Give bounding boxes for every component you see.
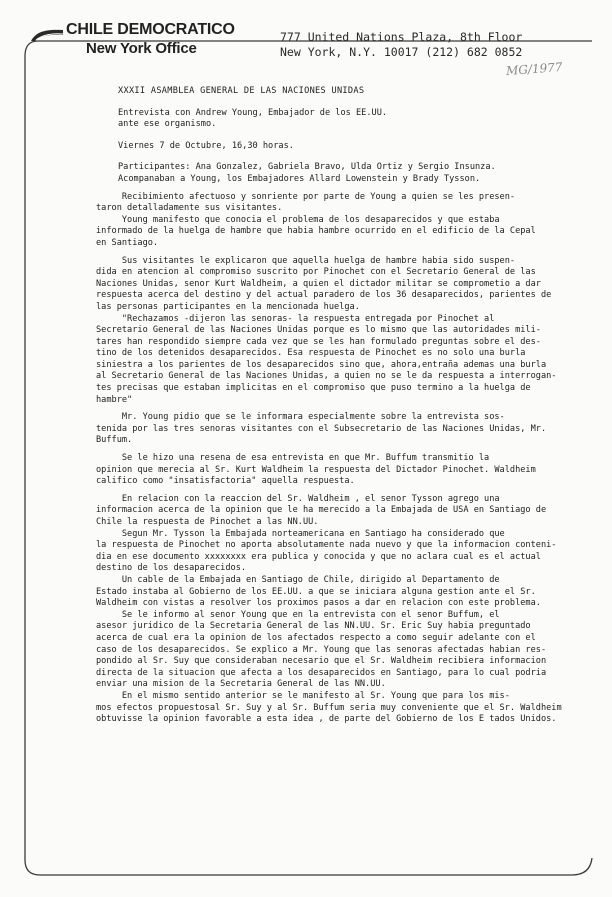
paragraph-line: Estado instaba al Gobierno de los EE.UU. a que se iniciara alguna gestion ante el Sr.: [96, 586, 536, 597]
paragraph-line: tares han respondido siempre cada vez que se les han formulado preguntas sobre el des-: [96, 336, 541, 347]
date-line: Viernes 7 de Octubre, 16,30 horas.: [118, 140, 294, 151]
paragraph-line: tes precisas que estaban implicitas en el compromiso que puso termino a la huelga de: [96, 383, 531, 394]
paragraph: [96, 529, 576, 575]
intro-line: Entrevista con Andrew Young, Embajador de los EE.UU.: [118, 107, 388, 118]
paragraph-line: asesor juridico de la Secretaria General de las NN.UU. Sr. Eric Suy habia preguntado: [96, 621, 531, 632]
paragraph-line: Un cable de la Embajada en Santiago de Chile, dirigido al Departamento de: [96, 574, 500, 585]
address-line-2: New York, N.Y. 10017 (212) 682 0852: [280, 45, 523, 59]
paragraph-line: Recibimiento afectuoso y sonriente por parte de Young a quien se les presen-: [96, 191, 516, 202]
paragraph: [96, 575, 576, 610]
paragraph-line: acerca de cual era la opinion de los afectados respecto a como seguir adelante con el: [96, 632, 536, 643]
handwritten-note: MG/1977: [505, 60, 563, 78]
org-office: New York Office: [86, 40, 197, 57]
paragraph-line: "Rechazamos -dijeron las senoras- la respuesta entregada por Pinochet al: [96, 313, 495, 324]
paragraph-line: siniestra a los parientes de los desaparecidos sino que, ahora,entraña ademas una burla: [96, 359, 547, 370]
paragraph-line: Naciones Unidas, senor Kurt Waldheim, a quien el dictador militar se comprometio a dar: [96, 278, 541, 289]
paragraph-line: pondido al Sr. Suy que consideraban necesario que el Sr. Waldheim recibiera informacion: [96, 656, 547, 667]
paragraph-line: tino de los detenidos desaparecidos. Esa respuesta de Pinochet es no solo una burla: [96, 348, 526, 359]
document-body: [96, 86, 588, 726]
paragraph-line: dida en atencion al compromiso suscrito por Pinochet con el Secretario General de las: [96, 267, 536, 278]
paragraph-line: Chile la respuesta de Pinochet a las NN.UU.: [96, 517, 319, 527]
paragraph: [96, 691, 576, 726]
paragraph-line: Buffum.: [96, 435, 133, 446]
paragraph: [96, 192, 576, 250]
address-line-1: 777 United Nations Plaza, 8th Floor: [280, 30, 523, 44]
paragraph-line: Mr. Young pidio que se le informara especialmente sobre la entrevista sos-: [96, 412, 505, 423]
paragraph: [96, 412, 576, 447]
paragraph-line: En relacion con la reaccion del Sr. Waldheim , el senor Tysson agrego una: [96, 493, 500, 504]
paragraph-line: Waldheim con vistas a resolver los proximos pasos a dar en relacion con este problema.: [96, 598, 541, 609]
paragraph-line: enviar una mision de la Secretaria General de las NN.UU.: [96, 679, 386, 690]
paragraph-line: Secretario General de las Naciones Unidas porque es lo mismo que las autoridades mili-: [96, 325, 541, 336]
paragraph: [96, 314, 576, 407]
paragraph-line: informacion acerca de la opinion que le ha merecido a la Embajada de USA en Santiago de: [96, 505, 547, 516]
paragraph: [96, 494, 576, 529]
paragraph-line: obtuvisse la opinion favorable a esta idea , de parte del Gobierno de los E tados Unidos.: [96, 714, 557, 725]
paragraph-line: Sus visitantes le explicaron que aquella huelga de hambre habia sido suspen-: [96, 255, 516, 266]
paragraph-line: en Santiago.: [96, 237, 159, 248]
paragraph-line: opinion que merecia al Sr. Kurt Waldheim la respuesta del Dictador Pinochet. Waldheim: [96, 464, 536, 475]
org-name: CHILE DEMOCRATICO: [66, 21, 235, 38]
paragraph-line: dia en ese documento xxxxxxxx era publica y conocida y que no aclara cual es el actual: [96, 551, 541, 562]
paragraph-line: En el mismo sentido anterior se le manifesto al Sr. Young que para los mis-: [96, 690, 510, 701]
paragraph-line: directa de la situacion que afecta a los desaparecidos en Santiago, para lo cual podria: [96, 667, 547, 678]
paragraph-line: taron detalladamente sus visitantes.: [96, 203, 283, 214]
paragraph-line: Young manifesto que conocia el problema de los desaparecidos y que estaba: [96, 214, 500, 225]
intro-line: ante ese organismo.: [118, 119, 217, 130]
participants-line: Acompanaban a Young, los Embajadores Allard Lowenstein y Brady Tysson.: [118, 173, 481, 184]
document-title: XXXII ASAMBLEA GENERAL DE LAS NACIONES UNIDAS: [118, 86, 365, 96]
paragraph-line: califico como "insatisfactoria" aquella respuesta.: [96, 476, 355, 487]
paragraph-line: Segun Mr. Tysson la Embajada norteamericana en Santiago ha considerado que: [96, 528, 505, 539]
paragraph-line: las personas participantes en la mencionada huelga.: [96, 301, 360, 312]
paragraph-line: Se le informo al senor Young que en la entrevista con el senor Buffum, el: [96, 609, 500, 620]
participants-line: Participantes: Ana Gonzalez, Gabriela Bravo, Ulda Ortiz y Sergio Insunza.: [118, 162, 496, 173]
paragraph-line: respuesta acerca del destino y del actual paradero de los 36 desaparecidos, parientes de: [96, 290, 552, 301]
paragraph-line: la respuesta de Pinochet no aporta absolutamente nada nuevo y que la informacion conteni-: [96, 540, 557, 551]
paragraph: [96, 453, 576, 488]
paragraph-line: informado de la huelga de hambre que habia hambre ocurrido en el edificio de la Cepal: [96, 226, 536, 237]
chile-democratico-logo-icon: [30, 28, 64, 42]
paragraph-line: hambre": [96, 394, 133, 405]
paragraph: [96, 610, 576, 691]
paragraph-line: mos efectos propuestosal Sr. Suy y al Sr. Buffum seria muy conveniente que el Sr. Waldheim: [96, 702, 562, 713]
paragraph-line: destino de los desaparecidos.: [96, 563, 247, 574]
paragraph-line: al Secretario General de las Naciones Unidas, a quien no se le da respuesta a interrogan-: [96, 371, 557, 382]
paragraph-line: Se le hizo una resena de esa entrevista en que Mr. Buffum transmitio la: [96, 453, 490, 464]
paragraph-line: caso de los desaparecidos. Se explico a Mr. Young que las senoras afectadas habian res-: [96, 644, 547, 655]
paragraph-line: tenida por las tres senoras visitantes con el Subsecretario de las Naciones Unidas, Mr.: [96, 423, 547, 434]
paragraph: [96, 256, 576, 314]
